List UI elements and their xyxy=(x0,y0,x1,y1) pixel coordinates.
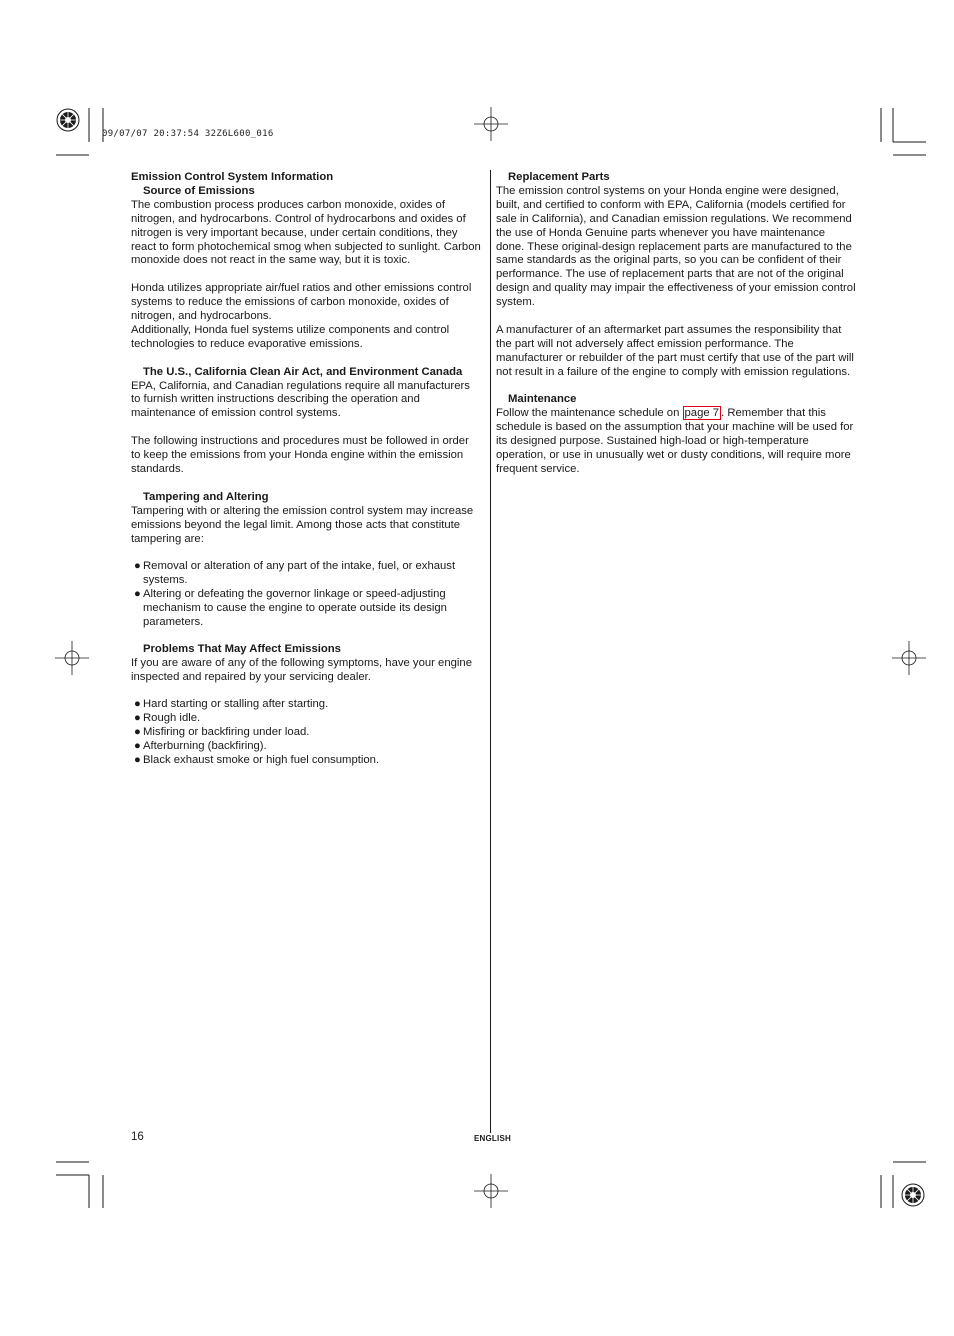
paragraph: Honda utilizes appropriate air/fuel ratios and other emissions control systems to reduce the emissions of carbon monoxide, oxides of nitrogen, and hydrocarbons. xyxy=(131,282,472,323)
bullet-icon: ● xyxy=(134,588,141,601)
paragraph: EPA, California, and Canadian regulations require all manufacturers to furnish written instructions describing the operation and maintenance of emission control systems. xyxy=(131,379,470,420)
heading-tampering: Tampering and Altering xyxy=(143,490,269,503)
list-item: ● Removal or alteration of any part of the intake, fuel, or exhaust systems. xyxy=(134,560,456,587)
bullet-icon: ● xyxy=(134,754,141,767)
bullet-icon: ● xyxy=(134,698,141,711)
heading-maintenance: Maintenance xyxy=(508,393,577,406)
bullet-icon: ● xyxy=(134,740,141,753)
page-7-link[interactable]: page 7 xyxy=(684,407,720,420)
print-timestamp: 09/07/07 20:37:54 32Z6L600_016 xyxy=(102,129,274,139)
language-label: ENGLISH xyxy=(474,1134,511,1143)
paragraph: The combustion process produces carbon monoxide, oxides of nitrogen, and hydrocarbons. Control of hydrocarbons and oxides of nitrogen is very important because, under certain conditions, they react to form photochemical smog when subjected to sunlight. Carbon monoxide does not react in the same way, but it is toxic. xyxy=(131,198,481,267)
list-item: ● Altering or defeating the governor linkage or speed-adjusting mechanism to cause the engine to operate outside its design parameters. xyxy=(134,588,447,628)
paragraph: The emission control systems on your Honda engine were designed, built, and certified to conform with EPA, California (models certified for sale in California), and Canadian emission regulations. We recommend the use of Honda Genuine parts whenever you have maintenance done. These original-design replacement parts are manufactured to the same standards as the original parts, so you can be confident of their performance. The use of replacement parts that are not of the original design and quality may impair the effectiveness of your emission control system. xyxy=(496,184,856,309)
heading-source-of-emissions: Source of Emissions xyxy=(143,184,255,197)
section-title: Emission Control System Information xyxy=(131,171,334,183)
heading-clean-air-act: The U.S., California Clean Air Act, and Environment Canada xyxy=(143,365,463,378)
list-item: ● Misfiring or backfiring under load. xyxy=(134,726,310,739)
list-item: ● Afterburning (backfiring). xyxy=(134,740,267,753)
list-item: ● Hard starting or stalling after starting. xyxy=(134,698,329,711)
paragraph: The following instructions and procedures must be followed in order to keep the emissions from your Honda engine within the emission standards. xyxy=(131,435,469,475)
bullet-icon: ● xyxy=(134,726,141,739)
paragraph: If you are aware of any of the following symptoms, have your engine inspected and repaired by your servicing dealer. xyxy=(131,656,472,683)
paragraph: Follow the maintenance schedule on page 7 . Remember that this schedule is based on the assumption that your machine will be used for its designed purpose. Sustained high-load or high-temperature operation, or use in unusually wet or dusty conditions, will require more frequent service. xyxy=(496,407,854,475)
right-column xyxy=(496,171,856,477)
list-item: ● Black exhaust smoke or high fuel consumption. xyxy=(134,754,380,767)
paragraph: A manufacturer of an aftermarket part assumes the responsibility that the part will not adversely affect emission performance. The manufacturer or rebuilder of the part must certify that use of the part will not result in a failure of the engine to comply with emission regulations. xyxy=(496,323,854,378)
paragraph: Additionally, Honda fuel systems utilize components and control technologies to reduce evaporative emissions. xyxy=(131,323,450,350)
heading-replacement-parts: Replacement Parts xyxy=(508,171,610,183)
list-item: ● Rough idle. xyxy=(134,712,201,725)
heading-problems: Problems That May Affect Emissions xyxy=(143,642,341,655)
column-divider xyxy=(490,170,491,1133)
bullet-icon: ● xyxy=(134,560,141,573)
bullet-icon: ● xyxy=(134,712,141,725)
left-column xyxy=(131,171,481,768)
paragraph: Tampering with or altering the emission control system may increase emissions beyond the legal limit. Among those acts that constitute tampering are: xyxy=(131,504,474,545)
page-number: 16 xyxy=(131,1131,144,1143)
